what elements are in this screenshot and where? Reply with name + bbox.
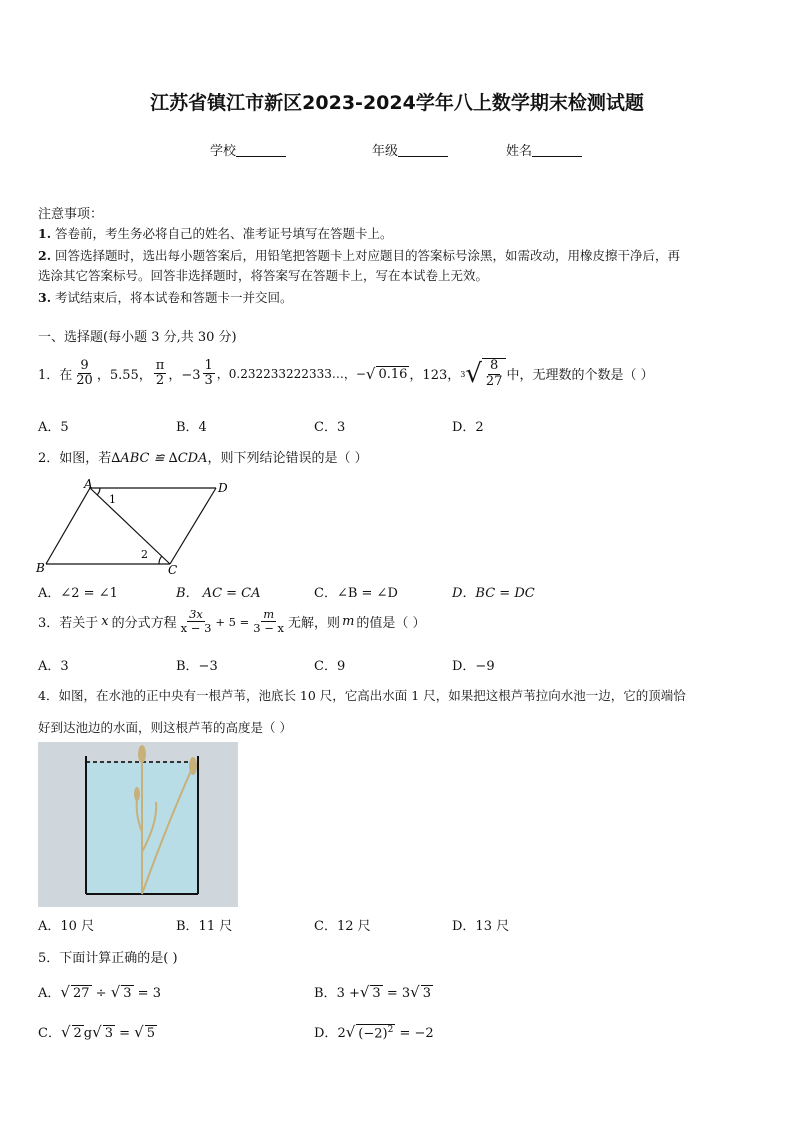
fraction-pi-2: $\frac{\pi}{2}$ (155, 357, 165, 389)
q3-variable-m: m (342, 614, 355, 630)
q1-text-5: ，123， (409, 368, 461, 384)
q4-option-a[interactable]: A．10 尺 (38, 919, 95, 934)
radical-icon: √ (60, 983, 70, 1001)
q1-option-b[interactable]: B．4 (176, 420, 207, 435)
question-1-stem (38, 358, 654, 390)
section-heading: 一、选择题(每小题 3 分,共 30 分) (38, 330, 237, 345)
radical-icon: √ (92, 1023, 102, 1041)
notes-heading: 注意事项： (38, 207, 104, 222)
diagonal-ac (90, 488, 170, 564)
q3-option-a[interactable]: A．3 (38, 659, 69, 674)
q1-text-start: 1．在 (38, 368, 73, 384)
fraction-9-20: $\frac{9}{20}$ (76, 357, 93, 389)
name-label: 姓名 (506, 144, 533, 159)
label-angle-1: 1 (109, 493, 116, 506)
q1-text-2: ，5.55， (96, 368, 152, 384)
q5-option-b[interactable]: B．3 +√ 3 = 3√ 3 (314, 983, 431, 1001)
question-3-stem: 3．若关于 x 的分式方程 $\frac{3x}{x - 3}$ + 5 = $\frac{m}{3 - x}$ 无解，则 m 的值是（ ） (38, 607, 426, 636)
q3-option-b[interactable]: B．−3 (176, 659, 218, 674)
q2-option-a[interactable]: A．∠2 = ∠1 (38, 586, 118, 601)
q5-option-d[interactable]: D．2√ $(-2)^2 = -2$ (314, 1023, 434, 1041)
fraction-8-27: $\frac{8}{27}$ (485, 358, 503, 389)
angle-2-arc (159, 556, 162, 564)
grade-field (372, 140, 448, 159)
sqrt-0-16: 0.16 (378, 366, 408, 382)
radical-icon: √ (345, 1023, 356, 1041)
q1-option-d[interactable]: D．2 (452, 420, 484, 435)
note-2 (38, 246, 680, 264)
label-a: A (84, 477, 93, 491)
grade-blank (398, 144, 448, 157)
label-b: B (36, 561, 45, 575)
label-d: D (218, 481, 228, 495)
school-label: 学校 (210, 144, 237, 159)
note-3-number: 3. (38, 290, 52, 305)
q4-option-d[interactable]: D．13 尺 (452, 919, 510, 934)
q2-option-c[interactable]: C．∠B = ∠D (314, 586, 398, 601)
q2-option-d[interactable]: D．BC = DC (452, 586, 535, 601)
fraction-m-over-3-x: $\frac{m}{3 - x}$ (253, 607, 285, 636)
radical-icon: √ (60, 1023, 71, 1041)
note-3 (38, 288, 293, 306)
q5-option-a[interactable]: A．√ 27 ÷ √ 3 = 3 (38, 983, 161, 1001)
side-ab (46, 488, 90, 564)
q3-plus-5: + 5 = (215, 614, 250, 629)
cube-root-radicand (482, 358, 507, 390)
q5-option-c[interactable]: C．√ 2 g√ 3 = √ 5 (38, 1023, 155, 1041)
sqrt-neg2-squared: $(-2)^2$ (358, 1024, 394, 1041)
question-4-line-1: 4．如图，在水池的正中央有一根芦苇，池底长 10 尺，它高出水面 1 尺，如果把这根芦苇拉向水池一边，它的顶端恰 (38, 688, 686, 703)
school-field (210, 140, 286, 159)
q1-option-a[interactable]: A．5 (38, 420, 69, 435)
q4-option-c[interactable]: C．12 尺 (314, 919, 371, 934)
grade-label: 年级 (372, 144, 399, 159)
q3-option-c[interactable]: C．9 (314, 659, 346, 674)
parallelogram-figure (34, 474, 234, 576)
angle-1-arc (97, 488, 100, 495)
radical-icon: √ (365, 364, 376, 383)
cube-radical-icon: √ (465, 358, 482, 389)
note-1-number: 1. (38, 226, 52, 241)
radical-icon: √ (410, 983, 420, 1001)
q2-option-b[interactable]: B． AC = CA (176, 586, 261, 601)
label-angle-2: 2 (141, 548, 148, 561)
q1-option-c[interactable]: C．3 (314, 420, 346, 435)
cube-root-index: 3 (460, 370, 466, 380)
reed-pond-figure (38, 742, 238, 907)
radical-icon: √ (359, 983, 370, 1001)
name-field (506, 140, 582, 159)
question-2-stem: 2．如图，若∆ABC ≌ ∆CDA，则下列结论错误的是（ ） (38, 451, 368, 466)
note-2-continued: 选涂其它答案标号。回答非选择题时，将答案写在答题卡上，写在本试卷上无效。 (38, 268, 489, 283)
question-4-line-2: 好到达池边的水面，则这根芦苇的高度是（ ） (38, 720, 292, 735)
note-1-text: 答卷前，考生务必将自己的姓名、准考证号填写在答题卡上。 (55, 226, 393, 241)
note-2-number: 2. (38, 248, 52, 263)
q3-option-d[interactable]: D．−9 (452, 659, 495, 674)
question-5-stem: 5．下面计算正确的是( ) (38, 951, 178, 966)
fraction-1-3: $\frac{1}{3}$ (204, 357, 213, 389)
name-blank (532, 144, 582, 157)
note-1 (38, 224, 393, 242)
note-2-text: 回答选择题时，选出每小题答案后，用铅笔把答题卡上对应题目的答案标号涂黑，如需改动，用橡皮擦干净后，再 (55, 248, 681, 263)
school-blank (236, 144, 286, 157)
q1-text-4: ，0.232233222333…，− (216, 367, 366, 382)
radical-icon: √ (134, 1023, 144, 1041)
q4-option-b[interactable]: B．11 尺 (176, 919, 233, 934)
q1-text-3: ，−3 (168, 368, 201, 384)
q1-text-6: 中，无理数的个数是（ ） (506, 368, 654, 384)
radical-icon: √ (110, 983, 121, 1001)
q3-variable-x: x (101, 614, 109, 630)
fraction-3x-over-x-3: $\frac{3x}{x - 3}$ (180, 607, 212, 636)
note-3-text: 考试结束后，将本试卷和答题卡一并交回。 (55, 290, 293, 305)
page-title: 江苏省镇江市新区2023-2024学年八上数学期末检测试题 (150, 92, 644, 114)
q2-congruence: ∆ABC ≌ ∆CDA (111, 451, 208, 466)
side-dc (170, 488, 216, 564)
label-c: C (168, 563, 178, 576)
